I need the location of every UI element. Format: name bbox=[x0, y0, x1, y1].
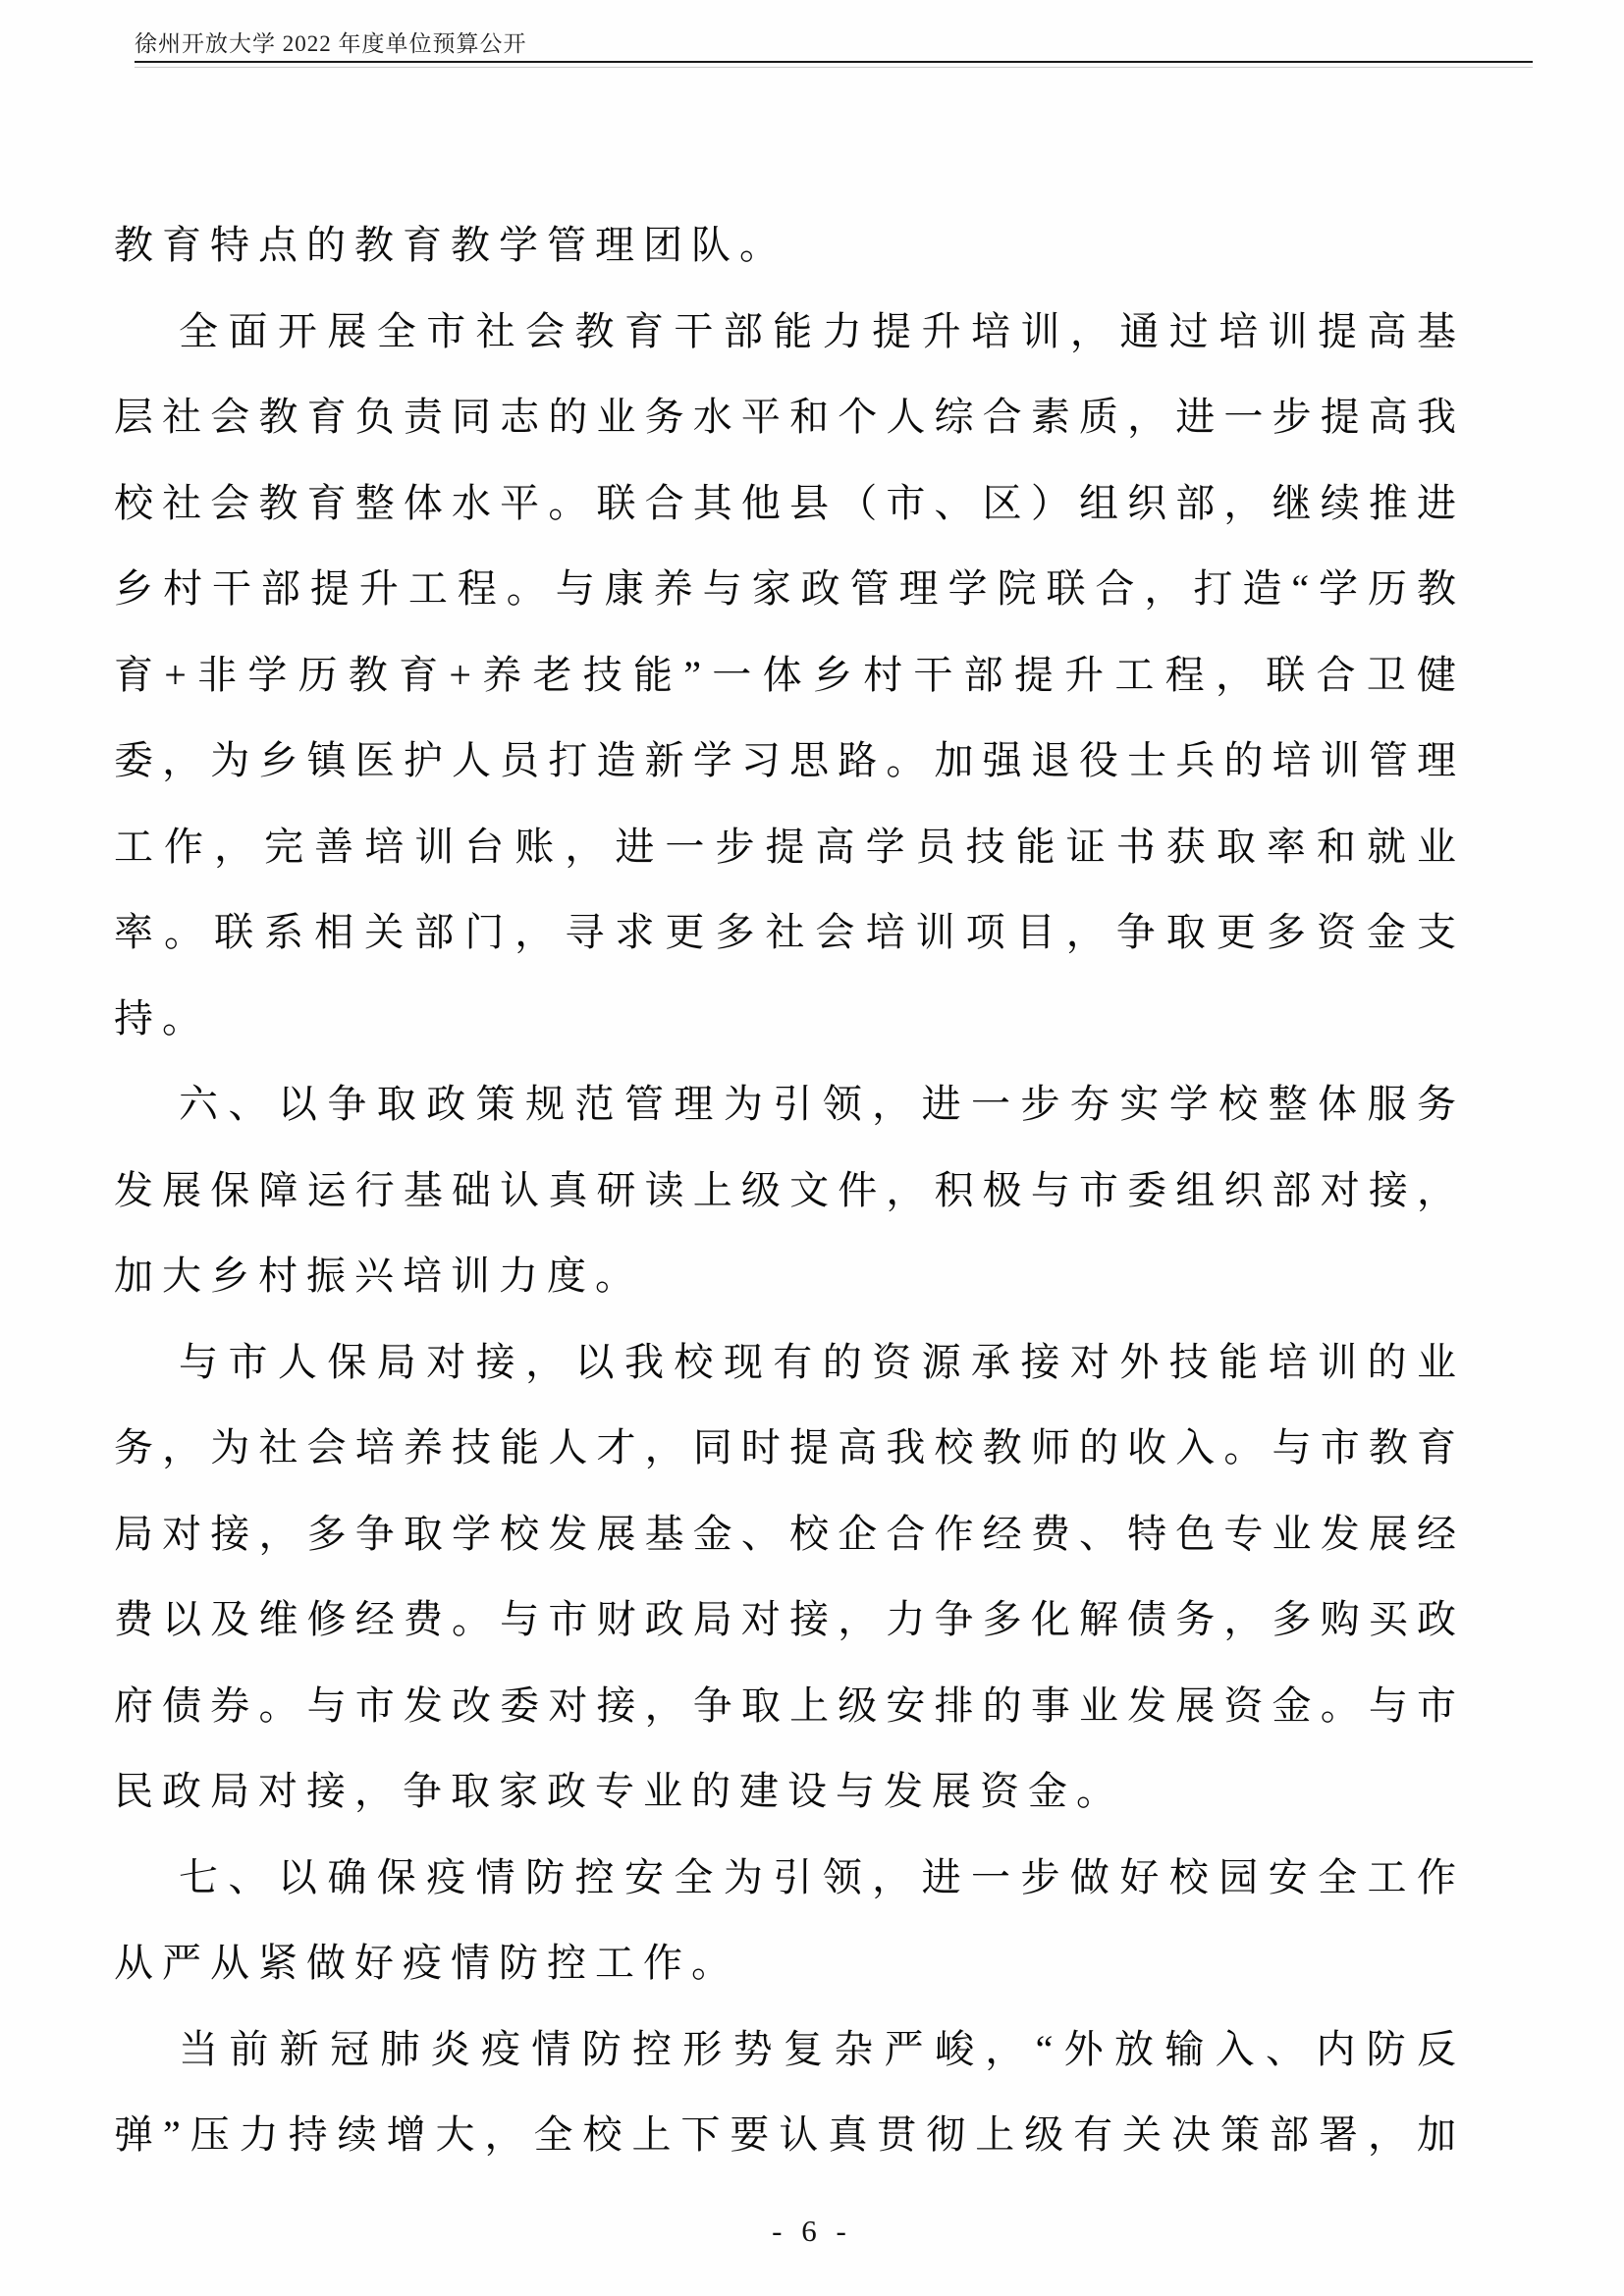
body-line: 弹”压力持续增大，全校上下要认真贯彻上级有关决策部署，加 bbox=[114, 2112, 1465, 2157]
body-line: 务，为社会培养技能人才，同时提高我校教师的收入。与市教育 bbox=[114, 1425, 1465, 1469]
document-body bbox=[114, 202, 1465, 2178]
body-line: 全面开展全市社会教育干部能力提升培训，通过培训提高基 bbox=[179, 308, 1465, 353]
body-line: 七、以确保疫情防控安全为引领，进一步做好校园安全工作 bbox=[179, 1854, 1465, 1899]
body-line: 加大乡村振兴培训力度。 bbox=[114, 1254, 643, 1298]
body-line: 费以及维修经费。与市财政局对接，力争多化解债务，多购买政 bbox=[114, 1597, 1465, 1641]
body-line: 六、以争取政策规范管理为引领，进一步夯实学校整体服务 bbox=[179, 1082, 1465, 1126]
body-line: 从严从紧做好疫情防控工作。 bbox=[114, 1941, 739, 1985]
page-footer bbox=[0, 2214, 1624, 2249]
body-line: 育+非学历教育+养老技能”一体乡村干部提升工程，联合卫健 bbox=[114, 652, 1465, 697]
header-title: 徐州开放大学 2022 年度单位预算公开 bbox=[135, 31, 527, 56]
body-line: 率。联系相关部门，寻求更多社会培训项目，争取更多资金支 bbox=[114, 910, 1465, 954]
body-line: 府债券。与市发改委对接，争取上级安排的事业发展资金。与市 bbox=[114, 1682, 1465, 1728]
body-line: 民政局对接，争取家政专业的建设与发展资金。 bbox=[114, 1769, 1124, 1813]
body-line: 教育特点的教育教学管理团队。 bbox=[114, 223, 787, 267]
body-line: 发展保障运行基础认真研读上级文件，积极与市委组织部对接， bbox=[114, 1167, 1465, 1212]
header-rule bbox=[135, 61, 1533, 63]
body-line: 工作，完善培训台账，进一步提高学员技能证书获取率和就业 bbox=[114, 824, 1465, 869]
body-line: 校社会教育整体水平。联合其他县（市、区）组织部，继续推进 bbox=[114, 480, 1465, 525]
body-line: 委，为乡镇医护人员打造新学习思路。加强退役士兵的培训管理 bbox=[114, 738, 1465, 782]
header-rule-secondary bbox=[135, 67, 1533, 68]
body-line: 局对接，多争取学校发展基金、校企合作经费、特色专业发展经 bbox=[114, 1511, 1465, 1556]
body-line: 持。 bbox=[114, 995, 210, 1041]
page-number: - 6 - bbox=[772, 2214, 852, 2248]
body-line: 与市人保局对接，以我校现有的资源承接对外技能培训的业 bbox=[179, 1339, 1465, 1384]
body-line: 乡村干部提升工程。与康养与家政管理学院联合，打造“学历教 bbox=[114, 566, 1465, 611]
body-line: 层社会教育负责同志的业务水平和个人综合素质，进一步提高我 bbox=[114, 395, 1465, 439]
body-line: 当前新冠肺炎疫情防控形势复杂严峻，“外放输入、内防反 bbox=[179, 2026, 1465, 2071]
